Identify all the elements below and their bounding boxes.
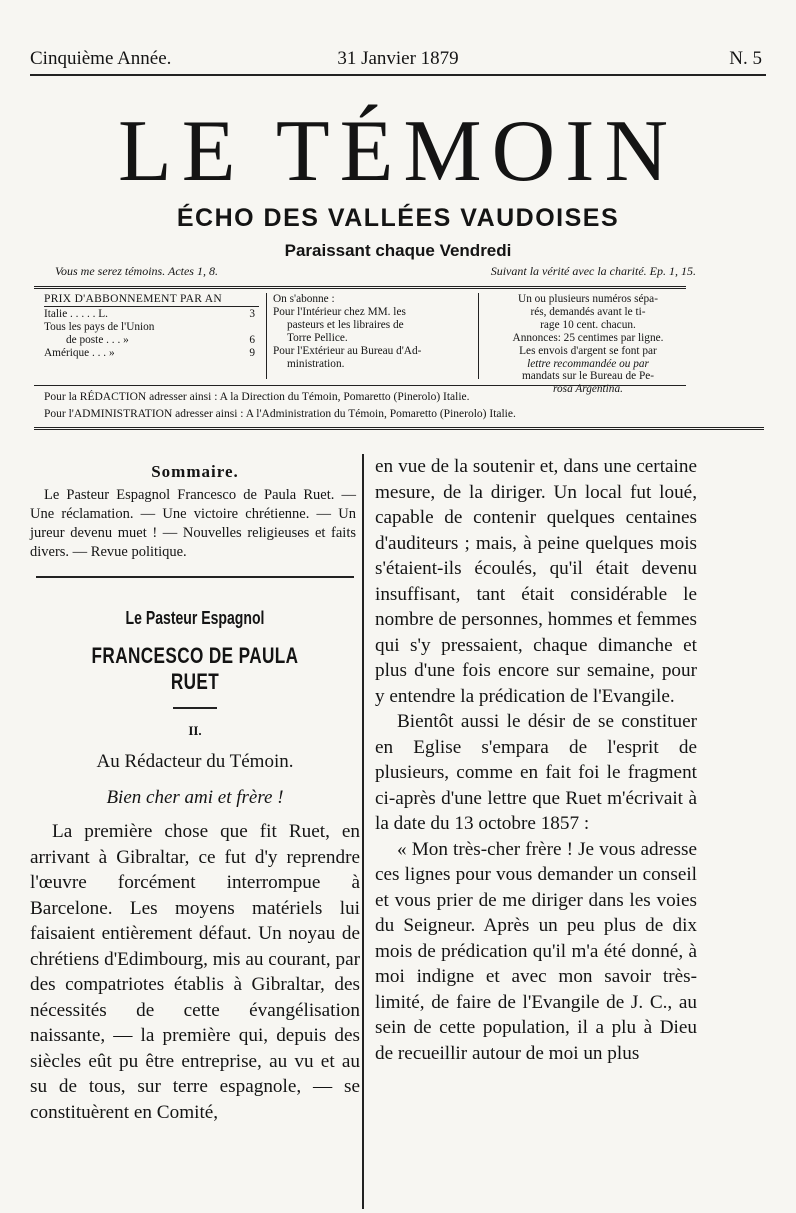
article-part: II.	[188, 723, 202, 738]
section-divider	[36, 576, 354, 578]
double-rule	[34, 427, 764, 430]
article-headline: FRANCESCO DE PAULA RUET	[91, 643, 299, 694]
notes-column: Un ou plusieurs numéros sépa- rés, demandés avant le ti- rage 10 cent. chacun. Annonces: 25 centimes par ligne. Les envois d'argent se font par lettre recommandée ou par mandats sur le Bureau de Pe- rosa Argentina.	[478, 293, 691, 379]
subscription-box	[34, 286, 686, 396]
article-addressee: Au Rédacteur du Témoin.	[96, 751, 294, 772]
price-row: Amérique . . . » 9	[44, 346, 255, 359]
paragraph: La première chose que fit Ruet, en arrivant à Gibraltar, ce fut d'y reprendre l'œuvre forcément interrompue à Barcelone. Les moyens matériels lui faisaient entièrement défaut. Un noyau de chrétiens d'Edimbourg, mis au courant, par des compatriotes établis à Gibraltar, des nécessités de cette évangélisation naissante, — la première qui, depuis des siècles eût pu être entreprise, au vu et au su de tous, sur terre espagnole, — se constituèrent en Comité,	[30, 821, 360, 1123]
year-label: Cinquième Année.	[30, 48, 172, 69]
price-row: Tous les pays de l'Union	[44, 320, 155, 333]
issue-number: N. 5	[729, 48, 762, 69]
article-body-right	[375, 454, 697, 1066]
motto-left: Vous me serez témoins. Actes 1, 8.	[55, 264, 218, 278]
mottos	[55, 264, 696, 282]
sommaire-text: Le Pasteur Espagnol Francesco de Paula Ruet. — Une réclamation. — Une victoire chrétienne. — Un jureur devenu muet ! — Nouvelles religieuses et faits divers. — Revue politique.	[30, 487, 356, 560]
sommaire-title: Sommaire.	[151, 462, 239, 481]
motto-right: Suivant la vérité avec la charité. Ep. 1, 15.	[490, 264, 696, 278]
price-column	[44, 293, 259, 360]
subscribe-column: On s'abonne : Pour l'Intérieur chez MM. les pasteurs et les libraires de Torre Pellice. Pour l'Extérieur au Bureau d'Ad- ministration.	[266, 293, 473, 379]
newspaper-title: LE TÉMOIN	[117, 103, 679, 200]
left-column	[30, 454, 360, 1125]
issue-date: 31 Janvier 1879	[337, 48, 459, 69]
price-row: de poste . . . » 6	[66, 333, 255, 346]
address-redaction: Pour la RÉDACTION adresser ainsi : A la Direction du Témoin, Pomaretto (Pinerolo) Italie.	[44, 391, 470, 403]
address-administration: Pour l'ADMINISTRATION adresser ainsi : A l'Administration du Témoin, Pomaretto (Pinerolo) Italie.	[44, 408, 516, 420]
article-body-left	[30, 819, 360, 1125]
price-row: Italie . . . . . L. 3	[44, 307, 255, 320]
article-kicker: Le Pasteur Espagnol	[125, 608, 265, 628]
paragraph: « Mon très-cher frère ! Je vous adresse ces lignes pour vous demander un conseil et vous prier de me diriger dans les voies du Seigneur. Après un peu plus de dix mois de prédication qu'il m'a été donné, à moi indigne et avec mon savoir très-limité, de faire de l'Evangile de J. C., au sein de cette population, il a plu à Dieu de recueillir autour de moi un plus	[375, 838, 697, 1064]
right-column	[375, 454, 697, 1066]
article-salutation: Bien cher ami et frère !	[106, 787, 284, 808]
address-block	[44, 389, 764, 423]
periodicity: Paraissant chaque Vendredi	[284, 241, 512, 260]
title-dash	[173, 707, 217, 709]
price-title: PRIX D'ABBONNEMENT PAR AN	[44, 293, 259, 307]
header-line	[30, 48, 766, 76]
paragraph: en vue de la soutenir et, dans une certaine mesure, de la diriger. Un local fut loué, capable de contenir quelques centaines d'auditeurs ; mais, à peine quelques mois s'étaient-ils écoulés, qu'il était devenu insuffisant, tant était considérable le nombre de personnes, hommes et femmes qui s'y pressaient, chaque dimanche et plus d'une fois encore sur semaine, pour y entendre la prédication de l'Evangile.	[375, 456, 697, 707]
newspaper-subtitle: ÉCHO DES VALLÉES VAUDOISES	[176, 204, 620, 232]
paragraph: Bientôt aussi le désir de se constituer en Eglise s'empara de l'esprit de plusieurs, comme en fait foi le fragment ci-après d'une lettre que Ruet m'écrivait à la date du 13 octobre 1857 :	[375, 711, 697, 834]
column-divider	[362, 454, 364, 1209]
